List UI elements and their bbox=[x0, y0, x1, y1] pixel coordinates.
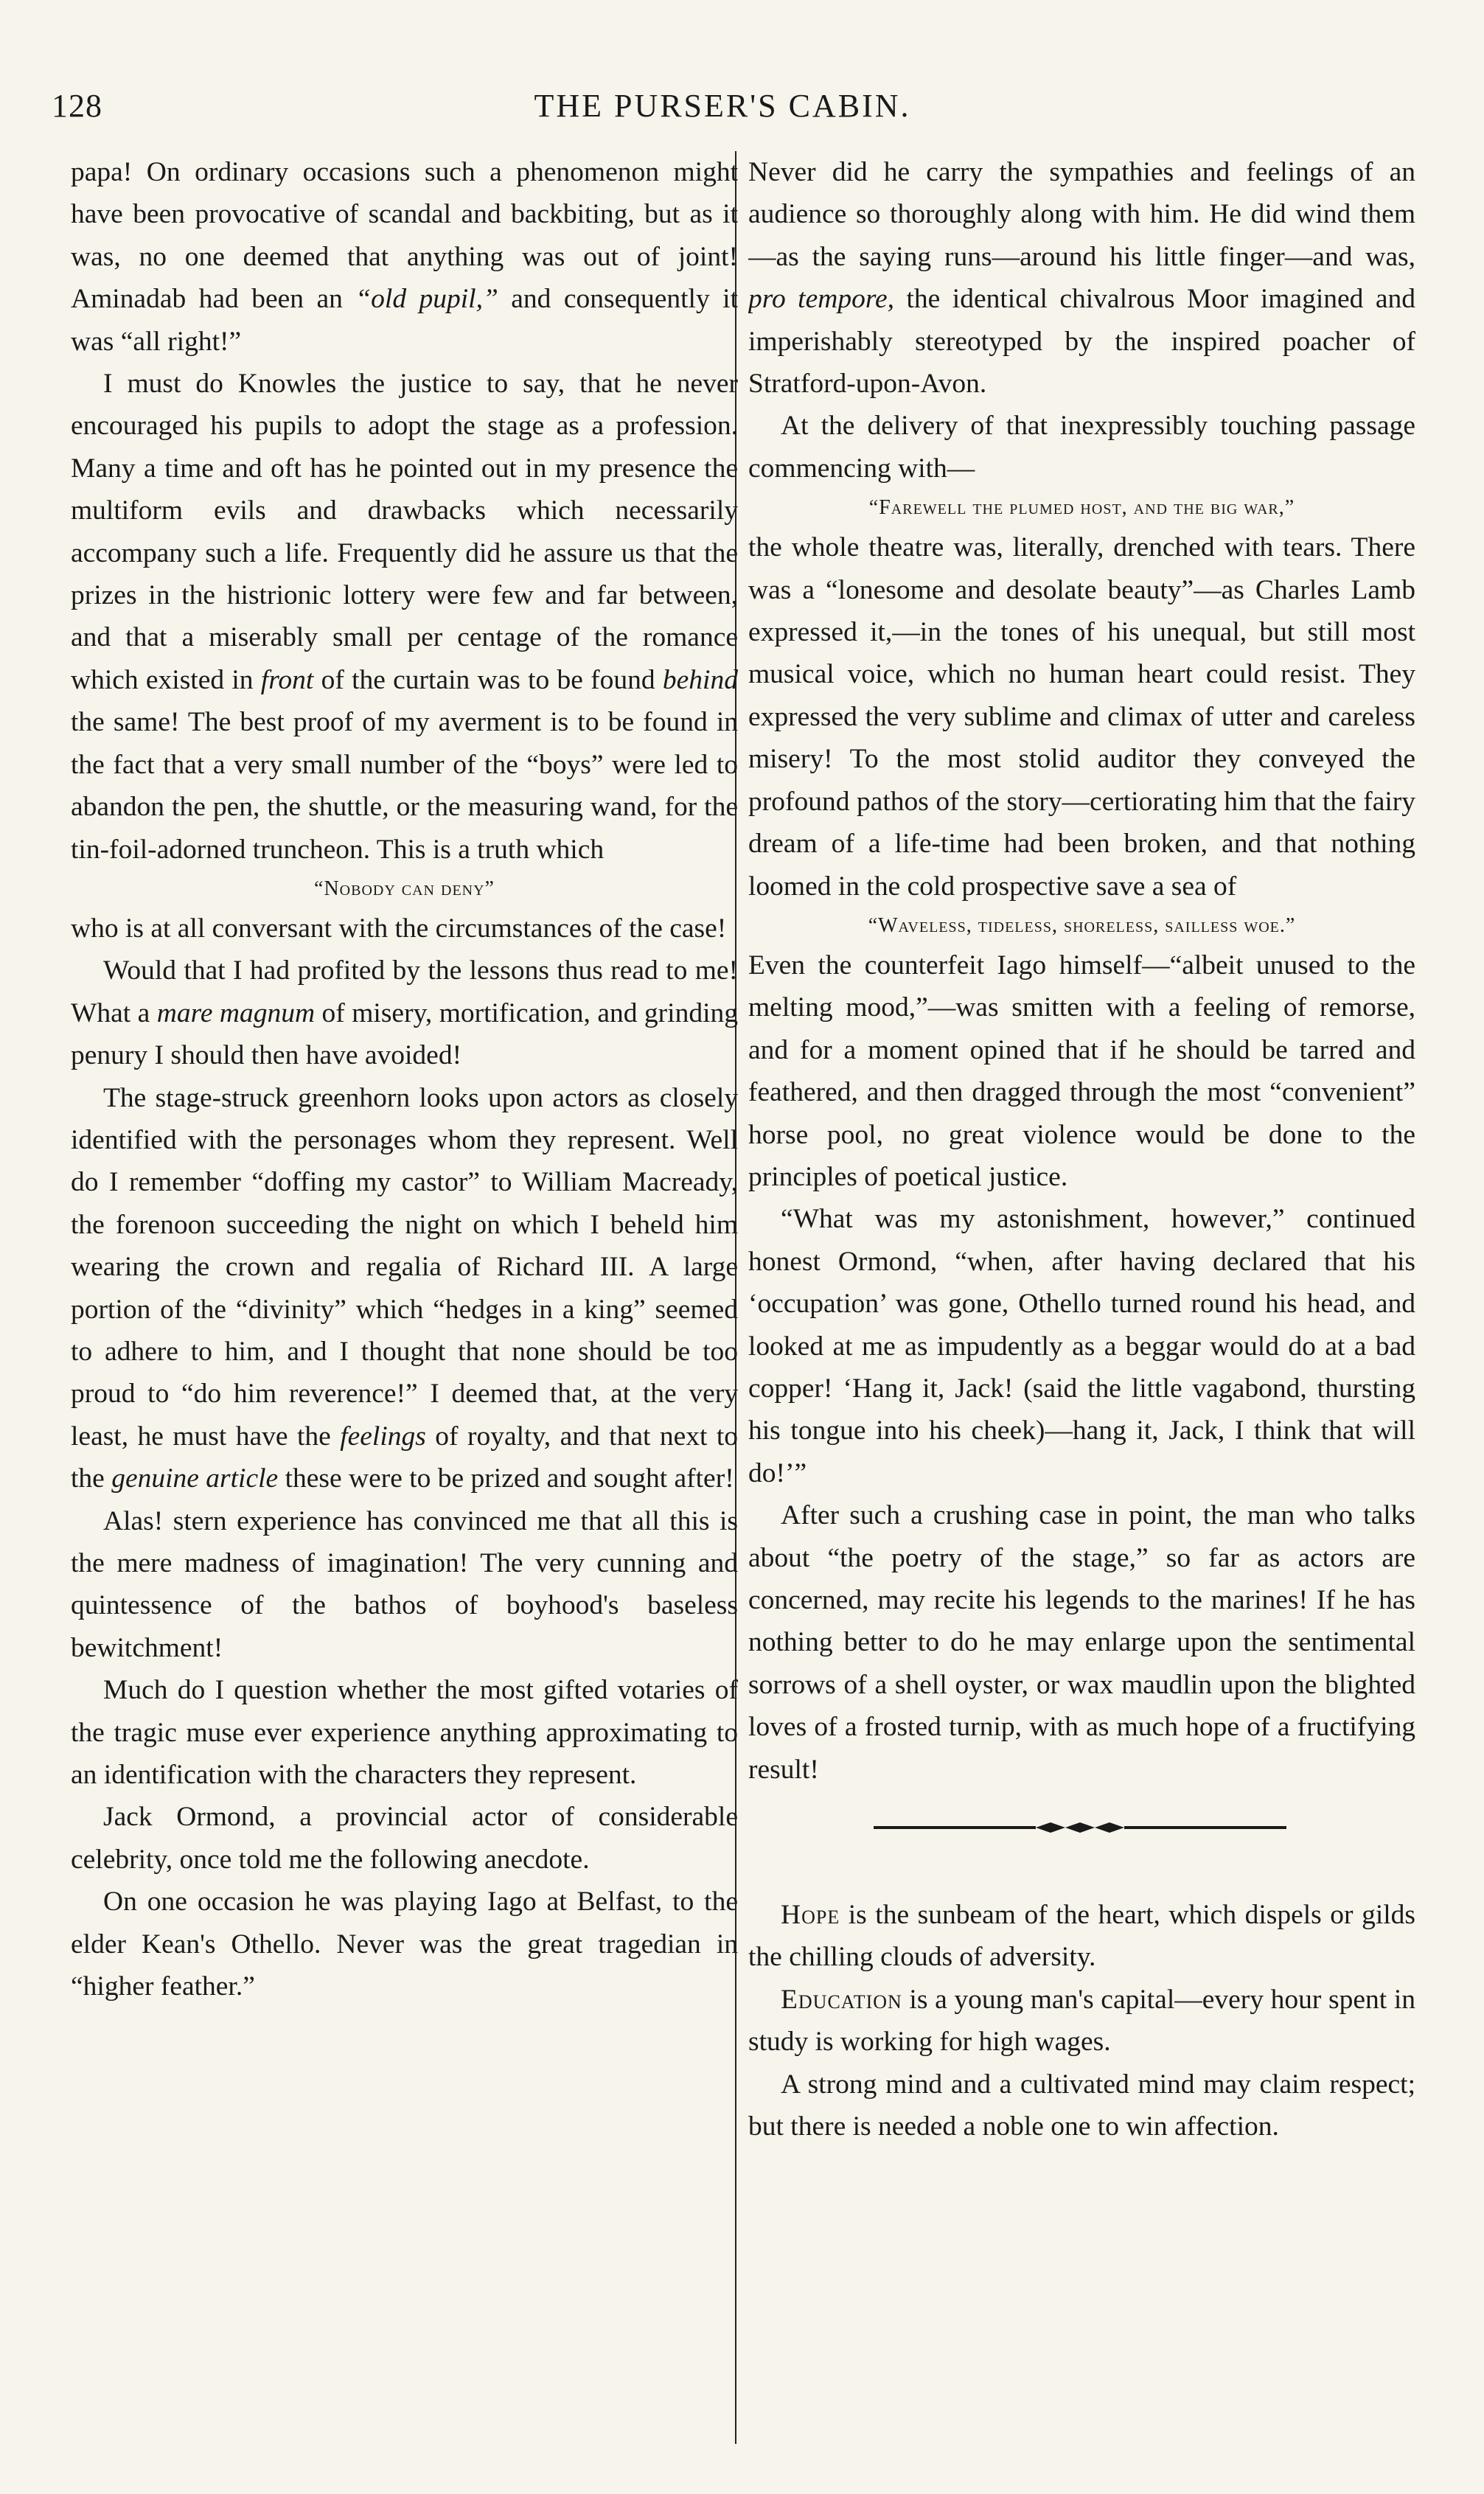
page-number: 128 bbox=[52, 88, 102, 124]
paragraph: Would that I had profited by the lessons thus read to me! What a mare magnum of misery, mortification, and grinding penury I should then have avoided! bbox=[71, 955, 738, 1071]
running-title: THE PURSER'S CABIN. bbox=[534, 88, 911, 124]
paragraph: “What was my astonishment, however,” continued honest Ormond, “when, after having declared that his ‘occupation’ was gone, Othello turned round his head, and looked at me as impudently as a beggar would do at a bad copper! ‘Hang it, Jack! (said the little vagabond, thursting his tongue into his cheek)—hang it, Jack, I think that will do!’” bbox=[748, 1204, 1415, 1488]
paragraph: After such a crushing case in point, the man who talks about “the poetry of the stage,” so far as actors are concerned, may recite his legends to the marines! If he has nothing better to do he may enlarge upon the sentimental sorrows of a shell oyster, or wax maudlin upon the blighted loves of a frosted turnip, with as much hope of a fructifying result! bbox=[748, 1500, 1415, 1785]
paragraph: papa! On ordinary occasions such a phenomenon might have been provocative of scandal and backbiting, but as it was, no one deemed that anything was out of joint! Aminadab had been an “old pupil,” and consequently it was “all right!” bbox=[71, 157, 738, 357]
paragraph: Even the counterfeit Iago himself—“albeit unused to the melting mood,”—was smitten with a feeling of remorse, and for a moment opined that if he should be tarred and feathered, and then dragged through the most “convenient” horse pool, no great violence would be done to the principles of poetical justice. bbox=[748, 950, 1415, 1192]
paragraph: the whole theatre was, literally, drenched with tears. There was a “lonesome and desolate beauty”—as Charles Lamb expressed it,—in the tones of his unequal, but still most musical voice, which no human heart could resist. They expressed the very sublime and climax of utter and careless misery! To the most stolid auditor they conveyed the profound pathos of the story—certiorating him that the fairy dream of a life-time had been broken, and that nothing loomed in the cold prospective save a sea of bbox=[748, 532, 1415, 902]
page-header bbox=[52, 87, 1393, 139]
paragraph: On one occasion he was playing Iago at Belfast, to the elder Kean's Othello. Never was the great tragedian in “higher feather.” bbox=[71, 1887, 738, 2002]
maxim: A strong mind and a cultivated mind may claim respect; but there is needed a noble one to win affection. bbox=[748, 2069, 1415, 2142]
paragraph: I must do Knowles the justice to say, that he never encouraged his pupils to adopt the stage as a profession. Many a time and oft has he pointed out in my presence the multiform evils and drawbacks which necessarily accompany such a life. Frequently did he assure us that the prizes in the histrionic lottery were few and far between, and that a miserably small per centage of the romance which existed in front of the curtain was to be found behind the same! The best proof of my averment is to be found in the fact that a very small number of the “boys” were led to abandon the pen, the shuttle, or the measuring wand, for the tin-foil-adorned truncheon. This is a truth which bbox=[71, 369, 738, 865]
paragraph: Never did he carry the sympathies and feelings of an audience so thoroughly along with him. He did wind them—as the saying runs—around his little finger—and was, pro tempore, the identical chivalrous Moor imagined and imperishably stereotyped by the inspired poacher of Stratford-upon-Avon. bbox=[748, 157, 1415, 400]
paragraph: Much do I question whether the most gifted votaries of the tragic muse ever experience anything approximating to an identification with the characters they represent. bbox=[71, 1675, 738, 1791]
block-quote: “Waveless, tideless, shoreless, sailless woe.” bbox=[868, 913, 1296, 937]
paragraph: Alas! stern experience has convinced me that all this is the mere madness of imagination! The very cunning and quintessence of the bathos of boyhood's baseless bewitchment! bbox=[71, 1505, 738, 1663]
paragraph: Jack Ormond, a provincial actor of considerable celebrity, once told me the following anecdote. bbox=[71, 1802, 738, 1875]
right-column bbox=[748, 151, 1415, 2444]
block-quote: “Nobody can deny” bbox=[314, 877, 495, 900]
maxim: Education is a young man's capital—every hour spent in study is working for high wages. bbox=[748, 1984, 1415, 2058]
left-column bbox=[71, 151, 738, 2444]
paragraph: who is at all conversant with the circumstances of the case! bbox=[71, 913, 727, 944]
ornamental-divider bbox=[748, 1791, 1415, 1864]
block-quote: “Farewell the plumed host, and the big war,” bbox=[868, 496, 1295, 520]
maxim: Hope is the sunbeam of the heart, which dispels or gilds the chilling clouds of adversity. bbox=[748, 1900, 1415, 1973]
divider-ornament-icon bbox=[874, 1820, 1286, 1835]
paragraph: The stage-struck greenhorn looks upon actors as closely identified with the personages whom they represent. Well do I remember “doffing my castor” to William Macready, the forenoon succeeding the night on which I beheld him wearing the crown and regalia of Richard III. A large portion of the “divinity” which “hedges in a king” seemed to adhere to him, and I thought that none should be too proud to “do him reverence!” I deemed that, at the very least, he must have the feelings of royalty, and that next to the genuine article these were to be prized and sought after! bbox=[71, 1082, 738, 1494]
paragraph: At the delivery of that inexpressibly touching passage commencing with— bbox=[748, 411, 1415, 484]
